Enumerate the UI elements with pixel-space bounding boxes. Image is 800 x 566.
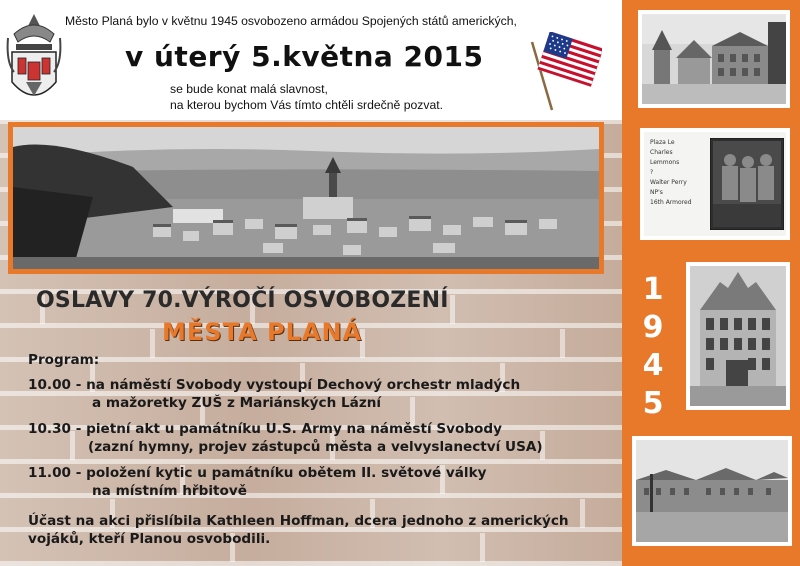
note-line: 16th Armored: [650, 199, 692, 206]
closing-line-1: Účast na akci přislíbila Kathleen Hoffman, dcera jednoho z amerických: [28, 513, 569, 529]
coat-of-arms-icon: [6, 12, 62, 108]
photo-town-square: [632, 436, 792, 546]
closing-line-2: vojáků, kteří Planou osvobodili.: [28, 531, 271, 547]
note-line: Walter Perry: [650, 179, 687, 186]
program-item-3-line-2: na místním hřbitově: [92, 483, 247, 499]
program-item-2-line-1: 10.30 - pietní akt u památníku U.S. Army na náměstí Svobody: [28, 421, 502, 437]
invite-line-2: na kterou bychom Vás tímto chtěli srdečně pozvat.: [170, 98, 443, 112]
photo-soldiers-note: [640, 128, 790, 240]
headline-line-1: OSLAVY 70.VÝROČÍ OSVOBOZENÍ: [36, 288, 449, 313]
photo-town-hall: [686, 262, 790, 410]
year-digit-2: 9: [642, 310, 664, 345]
program-item-1-line-1: 10.00 - na náměstí Svobody vystoupí Dechový orchestr mladých: [28, 377, 521, 393]
year-digit-1: 1: [642, 272, 664, 307]
us-flag-icon: [526, 32, 602, 112]
note-line: ?: [650, 169, 654, 176]
program-item-1-line-2: a mažoretky ZUŠ z Mariánských Lázní: [92, 395, 382, 411]
note-line: Charles: [650, 149, 673, 156]
panorama-photo: [13, 127, 599, 269]
headline-line-2: MĚSTA PLANÁ: [162, 318, 363, 346]
year-digit-4: 5: [642, 386, 664, 421]
note-line: Lemmons: [650, 159, 680, 166]
program-item-2-line-2: (zazní hymny, projev zástupců města a velvyslanectví USA): [88, 439, 543, 455]
note-line: Plaza Le: [650, 139, 675, 146]
program-item-3-line-1: 11.00 - položení kytic u památníku obětem II. světové války: [28, 465, 487, 481]
photo-town-street: [638, 10, 790, 108]
year-digit-3: 4: [642, 348, 664, 383]
panorama-frame: [8, 122, 604, 274]
note-line: NP's: [650, 189, 663, 196]
program-heading: Program:: [28, 352, 100, 368]
event-date: v úterý 5.května 2015: [125, 40, 484, 73]
invite-line-1: se bude konat malá slavnost,: [170, 82, 328, 96]
intro-text: Město Planá bylo v květnu 1945 osvobozeno armádou Spojených států amerických,: [65, 14, 517, 28]
soldiers-photo-image: [710, 138, 784, 230]
